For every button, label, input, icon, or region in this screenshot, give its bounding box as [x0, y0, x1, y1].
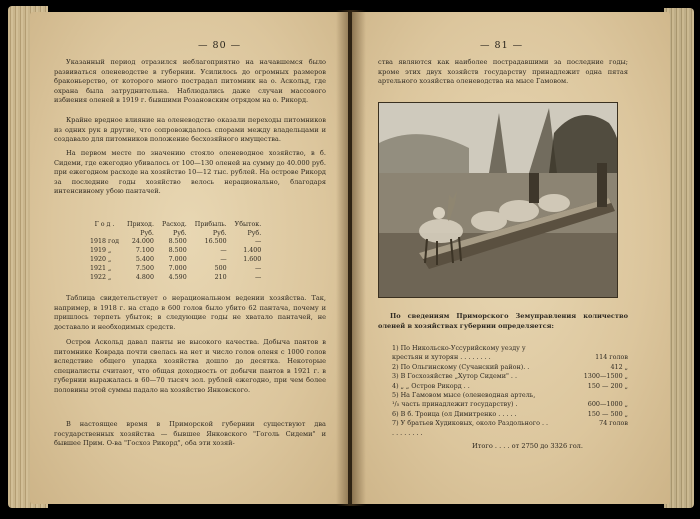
list-label: 4) „ „ Остров Рикорд . .: [392, 381, 470, 390]
list-count: [568, 391, 628, 400]
table-header: Прибыль.: [194, 220, 227, 228]
table-unit: Руб.: [172, 229, 187, 237]
list-item: [392, 419, 628, 437]
list-count: 114 голов: [595, 353, 628, 362]
table-cell: 500: [214, 264, 227, 272]
paragraph-1: Указанный период отразился неблагоприятно на начавшемся было развиваться оленеводстве в губернии. Усилилось до огромных размеров браконьерство, от которого много пострадал питомник на о. Аскольд, где охрана была затруднительна. Наблюдались даже случаи массового избиения оленей в 1919 г. бывшими Розановским отрядом на о. Рикорд.: [54, 58, 326, 105]
paragraph-3: На первом месте по значению стояло оленеводное хозяйство, в б. Сидеми, где ежегодно убивалось от 100—130 оленей на сумму до 40.000 руб. при ежегодном расходе на хозяйство 10—12 тыс. рублей. На острове Рикорд за последние годы хозяйство велось нерационально, благодаря интенсивному убою пантачей.: [54, 149, 326, 196]
table-unit: [86, 229, 123, 238]
page-number: — 80 —: [198, 40, 242, 51]
table-cell: 7.000: [168, 256, 187, 264]
table-cell: 1919 „: [90, 247, 112, 255]
table-cell: 1918 год: [90, 238, 119, 246]
deer-count-list: [392, 344, 628, 437]
deer-feeding-image: [379, 103, 618, 298]
list-label: 7) У братьев Худиковых, около Раздольного . . . . . . . . . .: [392, 419, 549, 437]
deer-photograph: [378, 102, 618, 298]
table-row: [86, 264, 265, 273]
table-header: Расход.: [161, 220, 187, 228]
list-item: [392, 363, 628, 372]
table-cell: 1921 „: [90, 264, 112, 272]
list-item: [392, 410, 628, 419]
table-cell: 4.590: [168, 273, 187, 281]
list-count: 600—1000 „: [587, 400, 628, 409]
paragraph-5: Остров Аскольд давал панты не высокого качества. Добыча пантов в питомнике Коврада почти свелась на нет и число голов оленя с 1000 голов вследствие общего упадка хозяйства дошло до десятка. Некоторые специалисты считают, что общая доходность от добычи пантов в 1921 г. в губернии выражалась в 60—70 тысяч зол. рублей ежегодно, при чем более половины этой суммы падало на хозяйство Янковского.: [54, 338, 326, 394]
list-item: [392, 391, 628, 400]
table-row: [86, 255, 265, 264]
table-row: [86, 238, 265, 247]
list-label: ¹/₅ часть принадлежит государству) .: [392, 400, 518, 409]
list-item: [392, 382, 628, 391]
table-cell: —: [220, 256, 227, 264]
list-label: 1) По Никольско-Уссурийскому уезду у: [392, 344, 526, 352]
income-table: [86, 220, 265, 282]
list-count: 150 — 200 „: [587, 381, 628, 390]
table-cell: 210: [214, 273, 227, 281]
list-count: 74 голов: [599, 419, 628, 428]
table-header: Убыток.: [234, 220, 262, 228]
list-label: 3) В Госхозяйстве „Хутор Сидеми" . .: [392, 372, 518, 381]
list-count: [568, 344, 628, 353]
list-count: 412 „: [610, 362, 628, 371]
paragraph-4: Таблица свидетельствует о нерациональном ведении хозяйства. Так, например, в 1918 г. на стадо в 600 голов было убито 62 пантача, почему и пришлось терпеть убыток; в следующие годы не хватало пантачей, не доставало и необходимых средств.: [54, 294, 326, 331]
table-cell: 16.500: [204, 238, 227, 246]
table-cell: 7.000: [168, 264, 187, 272]
list-count: 150 — 500 „: [587, 409, 628, 418]
list-label: 2) По Ольгинскому (Сучанский район). .: [392, 362, 530, 371]
list-count: 1300—1500 „: [583, 372, 628, 381]
list-label: 6) В б. Троица (ол Димитренко . . . . .: [392, 409, 517, 418]
table-cell: —: [254, 238, 262, 246]
table-unit: Руб.: [247, 229, 262, 237]
table-unit: Руб.: [212, 229, 227, 237]
table-header: Приход.: [127, 220, 154, 228]
list-label: 5) На Гамовом мысе (оленеводная артель,: [392, 390, 536, 399]
table-cell: 8.500: [168, 238, 187, 246]
list-item: [392, 400, 628, 409]
total-line: Итого . . . . от 2750 до 3326 гол.: [472, 442, 583, 450]
table-cell: 1920 „: [90, 256, 112, 264]
book-gutter: [336, 10, 366, 506]
table-cell: 8.500: [168, 247, 187, 255]
table-units-row: [86, 229, 265, 238]
table-unit: Руб.: [140, 229, 154, 237]
top-paragraph: ства являются как наиболее пострадавшими за последние годы; кроме этих двух хозяйств государству принадлежит одна пятая артельного хозяйства оленеводства на мысе Гамовом.: [378, 58, 628, 86]
list-item: [392, 372, 628, 381]
page-number: — 81 —: [480, 40, 524, 51]
left-page: [30, 12, 348, 504]
table-header: Г о д .: [94, 220, 115, 228]
table-row: [86, 273, 265, 282]
paragraph-6: В настоящее время в Приморской губернии существуют два государственных хозяйства — бывшее Янковского "Гоголь Сидеми" и бывшее Прим. О-ва "Госхоз Рикорд", оба эти хозяй-: [54, 420, 326, 448]
list-item: [392, 344, 628, 353]
table-cell: 4.800: [135, 273, 154, 281]
table-cell: 7.500: [135, 264, 154, 272]
table-cell: 24.000: [131, 238, 154, 246]
table-cell: 1.400: [243, 247, 262, 255]
right-page: [352, 12, 670, 504]
table-cell: 5.400: [135, 256, 154, 264]
list-label: крестьян и хуторян . . . . . . . .: [392, 353, 491, 362]
table-cell: 7.100: [135, 247, 154, 255]
list-item: [392, 353, 628, 362]
table-cell: 1922 „: [90, 273, 112, 281]
table-cell: —: [254, 273, 262, 281]
table-row: [86, 246, 265, 255]
table-cell: —: [254, 264, 262, 272]
table-cell: —: [220, 247, 227, 255]
paragraph-2: Крайне вредное влияние на оленеводство оказали переходы питомников из одних рук в другие, что сопровождалось спорами между владельцами и создавало для питомников положение бесхозяйного имущества.: [54, 116, 326, 144]
table-header-row: [86, 220, 265, 229]
table-cell: 1.600: [243, 256, 262, 264]
caption: По сведениям Приморского Земуправления количество оленей в хозяйствах губернии определяется:: [378, 312, 628, 330]
